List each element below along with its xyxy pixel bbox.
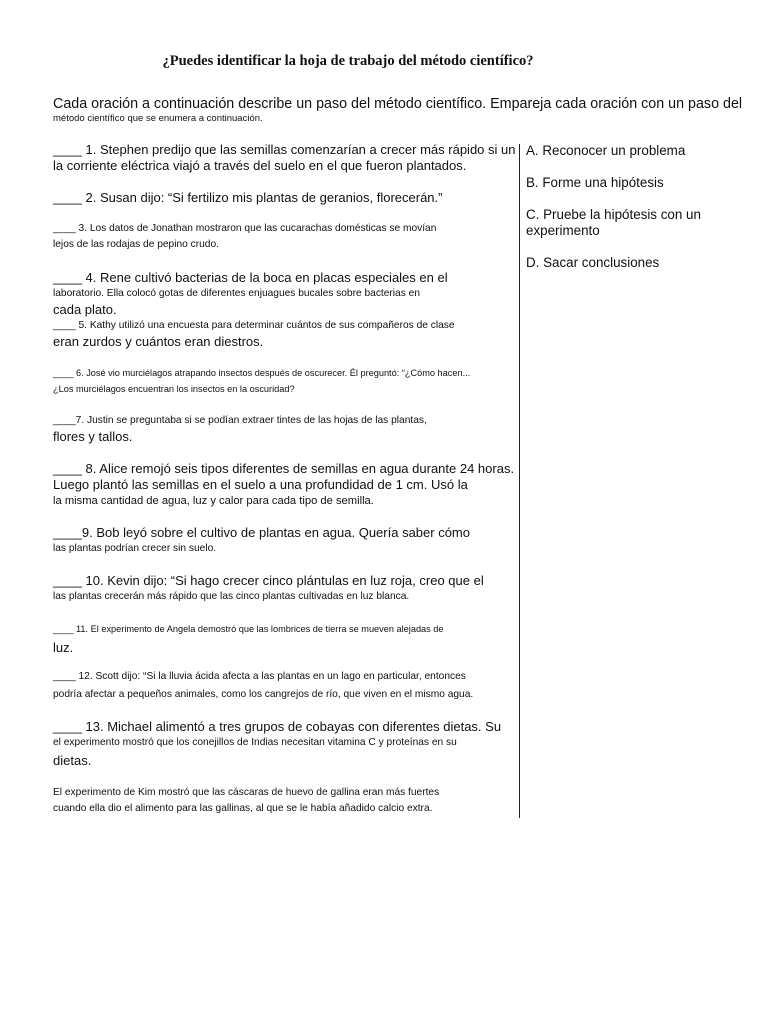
question-line: El experimento de Kim mostró que las cáscaras de huevo de gallina eran más fuertes (53, 787, 440, 798)
question-line: eran zurdos y cuántos eran diestros. (53, 334, 264, 349)
question-13 (53, 719, 553, 769)
question-line: podría afectar a pequeños animales, como los cangrejos de río, que viven en el mismo agua. (53, 689, 474, 700)
question-line: la corriente eléctrica viajó a través del suelo en el que fueron plantados. (53, 158, 467, 173)
question-10 (53, 573, 553, 605)
question-line: ____9. Bob leyó sobre el cultivo de plantas en agua. Quería saber cómo (53, 525, 470, 540)
question-7 (53, 413, 553, 445)
question-line: las plantas crecerán más rápido que las cinco plantas cultivadas en luz blanca. (53, 591, 410, 602)
question-line: el experimento mostró que los conejillos de Indias necesitan vitamina C y proteínas en su (53, 737, 457, 748)
question-line: flores y tallos. (53, 429, 133, 444)
question-line: Luego plantó las semillas en el suelo a una profundidad de 1 cm. Usó la (53, 477, 468, 492)
question-line: ____ 5. Kathy utilizó una encuesta para determinar cuántos de sus compañeros de clase (53, 320, 455, 331)
instructions (53, 96, 743, 124)
question-line: cuando ella dio el alimento para las gallinas, al que se le había añadido calcio extra. (53, 803, 433, 814)
question-line: ¿Los murciélagos encuentran los insectos en la oscuridad? (53, 384, 295, 394)
option-a: A. Reconocer un problema (526, 143, 686, 158)
question-line: luz. (53, 640, 74, 655)
column-divider (519, 144, 520, 818)
question-4 (53, 270, 553, 318)
question-line: dietas. (53, 753, 92, 768)
question-line: ____ 10. Kevin dijo: “Si hago crecer cinco plántulas en luz roja, creo que el (53, 573, 484, 588)
question-1 (53, 142, 553, 174)
instructions-line-2: método científico que se enumera a continuación. (53, 113, 263, 124)
option-c: C. Pruebe la hipótesis con un experimento (526, 207, 701, 238)
question-3 (53, 221, 553, 253)
question-5 (53, 318, 553, 350)
question-line: ____ 3. Los datos de Jonathan mostraron que las cucarachas domésticas se movían (53, 223, 437, 234)
question-list (53, 142, 553, 817)
question-8 (53, 461, 553, 509)
options-list (526, 143, 756, 287)
question-line: ____7. Justin se preguntaba si se podían extraer tintes de las hojas de las plantas, (53, 415, 427, 426)
question-line: ____ 6. José vio murciélagos atrapando insectos después de oscurecer. Él preguntó: “¿Cómo hacen... (53, 368, 471, 378)
question-line: ____ 8. Alice remojó seis tipos diferentes de semillas en agua durante 24 horas. (53, 461, 515, 476)
question-9 (53, 525, 553, 557)
question-line: ____ 13. Michael alimentó a tres grupos de cobayas con diferentes dietas. Su (53, 719, 502, 734)
question-line: laboratorio. Ella colocó gotas de diferentes enjuagues bucales sobre bacterias en (53, 288, 420, 299)
question-line: ____ 12. Scott dijo: “Si la lluvia ácida afecta a las plantas en un lago en particular, entonces (53, 671, 466, 682)
question-12 (53, 669, 553, 703)
question-14 (53, 785, 553, 817)
question-line: ____ 4. Rene cultivó bacterias de la boca en placas especiales en el (53, 270, 448, 285)
question-line: ____ 11. El experimento de Angela demostró que las lombrices de tierra se mueven alejadas de (53, 624, 444, 634)
question-line: la misma cantidad de agua, luz y calor para cada tipo de semilla. (53, 495, 374, 507)
worksheet-title: ¿Puedes identificar la hoja de trabajo del método científico? (162, 53, 534, 69)
instructions-line-1: Cada oración a continuación describe un paso del método científico. Empareja cada oración con un paso del (53, 96, 743, 112)
question-line: las plantas podrían crecer sin suelo. (53, 543, 217, 554)
question-11 (53, 621, 553, 656)
question-line: ____ 1. Stephen predijo que las semillas comenzarían a crecer más rápido si un (53, 142, 516, 157)
question-6 (53, 365, 553, 397)
question-2 (53, 190, 553, 206)
option-b: B. Forme una hipótesis (526, 175, 664, 190)
option-d: D. Sacar conclusiones (526, 255, 660, 270)
question-line: cada plato. (53, 302, 117, 317)
question-line: ____ 2. Susan dijo: “Si fertilizo mis plantas de geranios, florecerán.” (53, 190, 443, 205)
question-line: lejos de las rodajas de pepino crudo. (53, 239, 219, 250)
